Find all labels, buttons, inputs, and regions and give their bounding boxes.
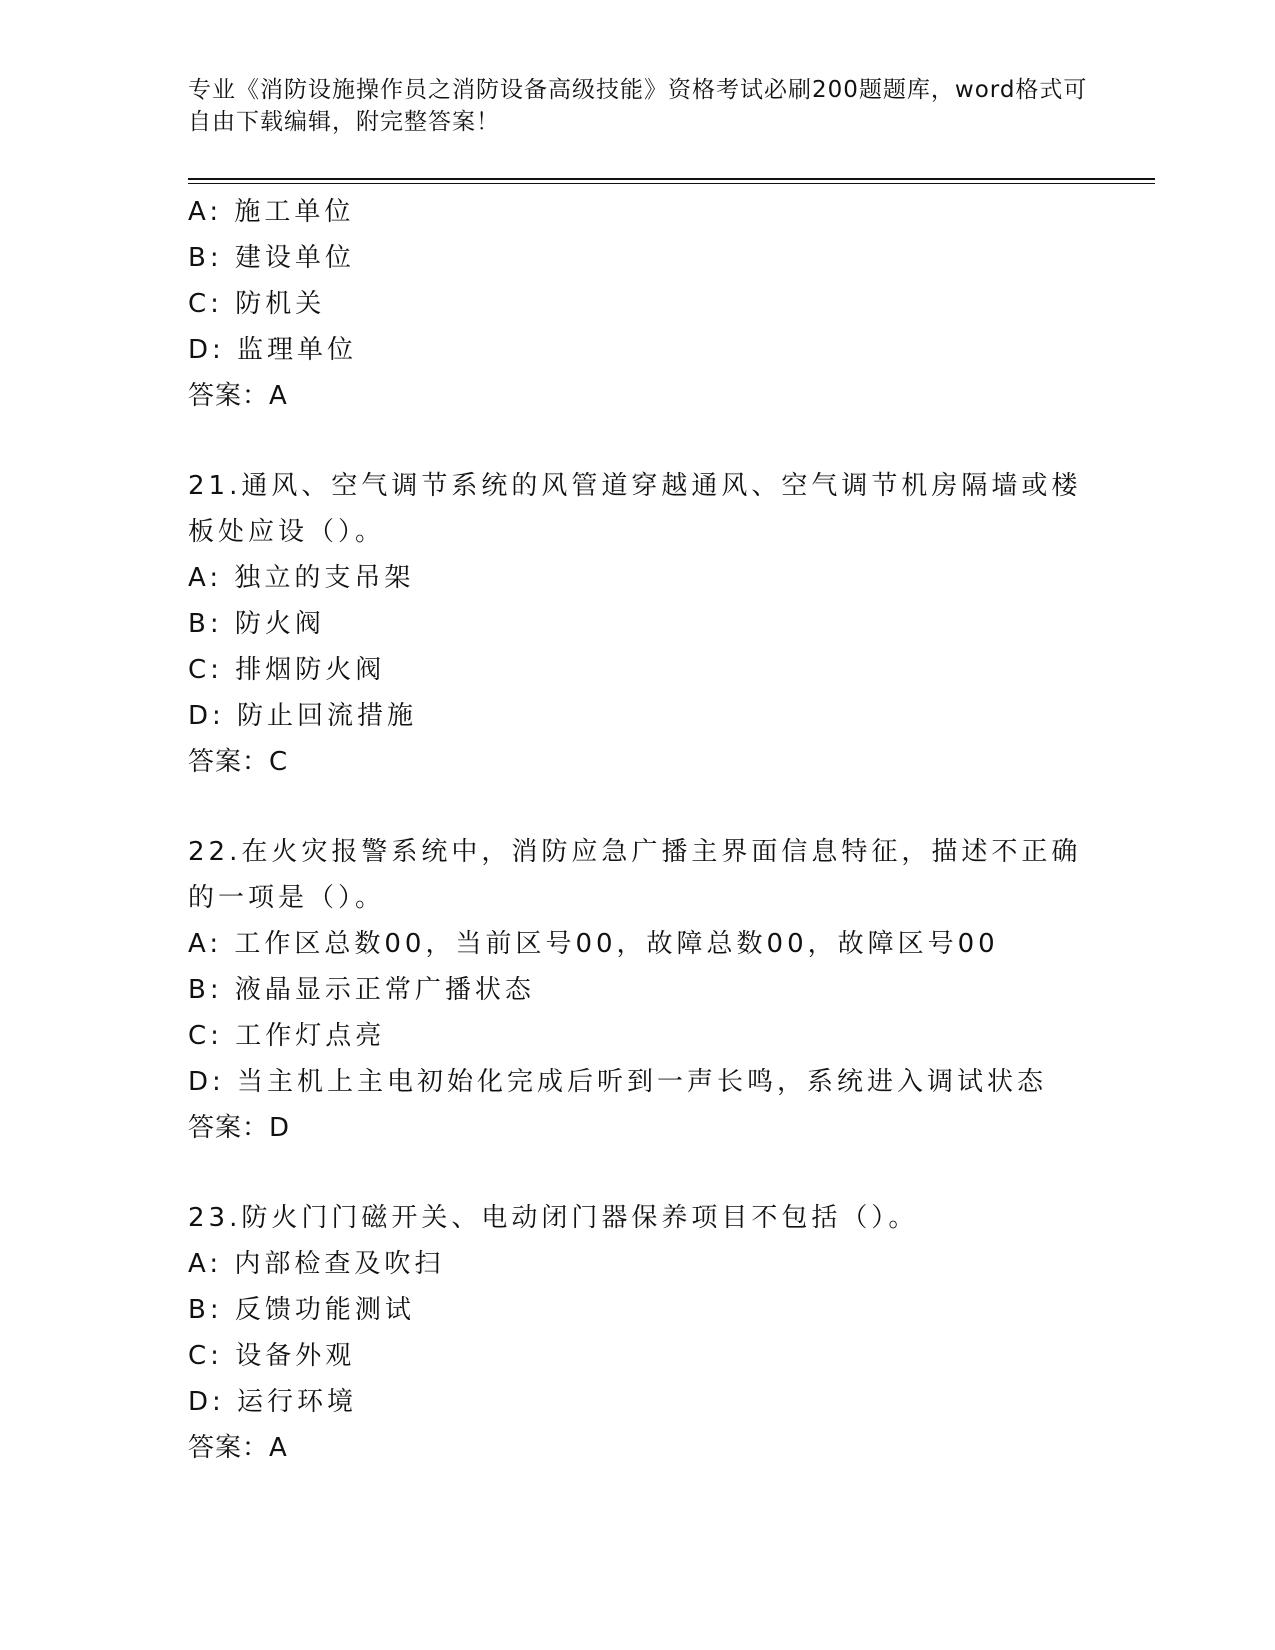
answer-line: 答案：A bbox=[188, 1433, 288, 1463]
option-key: C: bbox=[188, 1341, 223, 1371]
option-key: A: bbox=[188, 929, 223, 959]
option-d bbox=[188, 327, 1148, 373]
option-c bbox=[188, 647, 1148, 693]
option-text: 排烟防火阀 bbox=[235, 655, 386, 685]
option-text: 工作灯点亮 bbox=[235, 1021, 386, 1051]
spacer bbox=[188, 1151, 1148, 1195]
option-key: C: bbox=[188, 1021, 223, 1051]
option-text: 液晶显示正常广播状态 bbox=[234, 975, 535, 1005]
option-a bbox=[188, 1241, 1148, 1287]
answer-line: 答案：D bbox=[188, 1113, 291, 1143]
option-a bbox=[188, 189, 1148, 235]
option-key: D: bbox=[188, 701, 225, 731]
option-key: A: bbox=[188, 1249, 223, 1279]
header-divider-thin bbox=[188, 183, 1155, 184]
option-c bbox=[188, 1013, 1148, 1059]
option-a bbox=[188, 555, 1148, 601]
question-text: 23.防火门门磁开关、电动闭门器保养项目不包括（）。 bbox=[188, 1203, 919, 1233]
option-key: B: bbox=[188, 243, 223, 273]
option-d bbox=[188, 1379, 1148, 1425]
option-text: 防止回流措施 bbox=[237, 701, 418, 731]
option-text: 运行环境 bbox=[237, 1387, 358, 1417]
spacer bbox=[188, 785, 1148, 829]
option-key: C: bbox=[188, 289, 223, 319]
option-key: D: bbox=[188, 1387, 225, 1417]
option-key: A: bbox=[188, 197, 223, 227]
option-b bbox=[188, 601, 1148, 647]
option-text: 独立的支吊架 bbox=[234, 563, 415, 593]
option-d bbox=[188, 693, 1148, 739]
question-list bbox=[188, 189, 1148, 1471]
option-key: B: bbox=[188, 1295, 223, 1325]
option-text: 反馈功能测试 bbox=[234, 1295, 415, 1325]
option-text: 建设单位 bbox=[234, 243, 355, 273]
option-key: B: bbox=[188, 609, 223, 639]
question-22 bbox=[188, 829, 1148, 1151]
option-text: 监理单位 bbox=[237, 335, 358, 365]
option-text: 防机关 bbox=[235, 289, 326, 319]
document-header: 专业《消防设施操作员之消防设备高级技能》资格考试必刷200题题库，word格式可自由下载编辑，附完整答案！ bbox=[188, 77, 1088, 135]
answer-line: 答案：C bbox=[188, 747, 289, 777]
option-key: D: bbox=[188, 335, 225, 365]
option-text: 工作区总数00，当前区号00，故障总数00，故障区号00 bbox=[234, 929, 999, 959]
option-d bbox=[188, 1059, 1148, 1105]
option-b bbox=[188, 1287, 1148, 1333]
option-c bbox=[188, 281, 1148, 327]
option-text: 内部检查及吹扫 bbox=[234, 1249, 445, 1279]
option-text: 施工单位 bbox=[234, 197, 355, 227]
spacer bbox=[188, 419, 1148, 463]
answer-line: 答案：A bbox=[188, 381, 288, 411]
option-b bbox=[188, 235, 1148, 281]
option-key: D: bbox=[188, 1067, 225, 1097]
option-text: 设备外观 bbox=[235, 1341, 356, 1371]
option-text: 防火阀 bbox=[234, 609, 325, 639]
option-text: 当主机上主电初始化完成后听到一声长鸣，系统进入调试状态 bbox=[237, 1067, 1048, 1097]
option-key: B: bbox=[188, 975, 223, 1005]
option-key: A: bbox=[188, 563, 223, 593]
option-b bbox=[188, 967, 1148, 1013]
question-text: 21.通风、空气调节系统的风管道穿越通风、空气调节机房隔墙或楼板处应设（）。 bbox=[188, 471, 1082, 547]
question-20-continuation bbox=[188, 189, 1148, 419]
question-23 bbox=[188, 1195, 1148, 1471]
question-21 bbox=[188, 463, 1148, 785]
option-key: C: bbox=[188, 655, 223, 685]
header-divider-thick bbox=[188, 178, 1155, 180]
option-a bbox=[188, 921, 1148, 967]
question-text: 22.在火灾报警系统中，消防应急广播主界面信息特征，描述不正确的一项是（）。 bbox=[188, 837, 1082, 913]
option-c bbox=[188, 1333, 1148, 1379]
